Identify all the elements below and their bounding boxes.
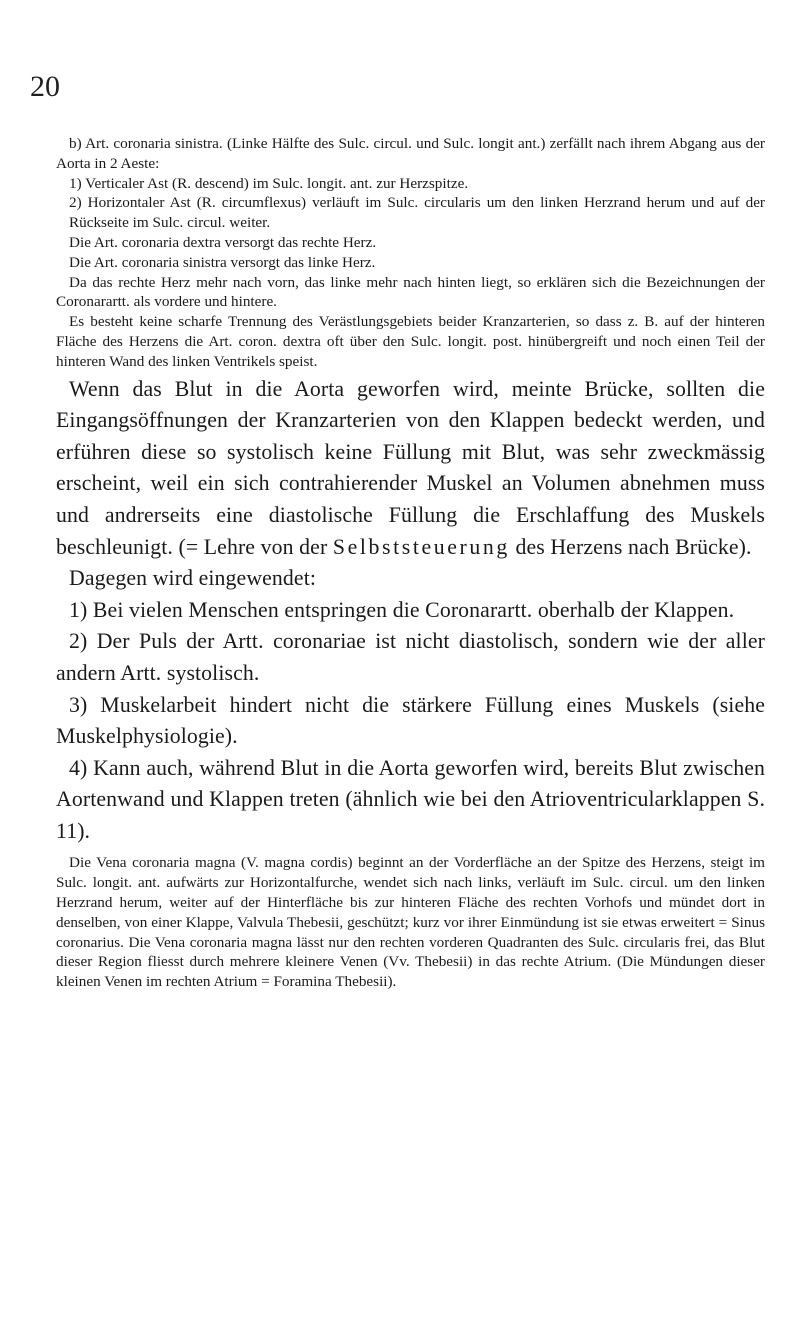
paragraph-trennung: Es besteht keine scharfe Trennung des Verästlungsgebiets beider Kranzarterien, so dass z. B. auf der hinteren Fläche des Herzens die Art. coron. dextra oft über den Sulc. longit. post. hinübergreift und noch einen Teil der hinteren Wand des linken Ventrikels speist.: [56, 313, 765, 370]
paragraph-bruecke-theorie: [56, 374, 765, 564]
paragraph-art-coronaria-sinistra: b) Art. coronaria sinistra. (Linke Hälfte des Sulc. circul. und Sulc. longit ant.) zerfällt nach ihrem Abgang aus der Aorta in 2 Aeste:: [56, 135, 765, 172]
page-number: 20: [30, 70, 60, 103]
list-item-einwand-1: 1) Bei vielen Menschen entspringen die Coronarartt. oberhalb der Klappen.: [69, 597, 735, 622]
paragraph-bezeichnungen: Da das rechte Herz mehr nach vorn, das linke mehr nach hinten liegt, so erklären sich die Bezeichnungen der Coronarartt. als vordere und hintere.: [56, 273, 765, 311]
bruecke-text-after: des Herzens nach Brücke).: [509, 534, 752, 559]
list-item-einwand-2: 2) Der Puls der Artt. coronariae ist nicht diastolisch, sondern wie der aller andern Artt. systolisch.: [56, 629, 765, 685]
page-body: [56, 134, 765, 992]
paragraph-dextra-versorgt: Die Art. coronaria dextra versorgt das rechte Herz.: [69, 233, 377, 251]
paragraph-einwand: Dagegen wird eingewendet:: [69, 566, 317, 591]
list-item-verticaler-ast: 1) Verticaler Ast (R. descend) im Sulc. longit. ant. zur Herzspitze.: [69, 174, 469, 192]
paragraph-sinistra-versorgt: Die Art. coronaria sinistra versorgt das linke Herz.: [69, 253, 376, 271]
paragraph-vena-coronaria-magna: Die Vena coronaria magna (V. magna cordis) beginnt an der Vorderfläche an der Spitze des Herzens, steigt im Sulc. longit. ant. aufwärts zur Horizontalfurche, wendet sich nach links, verläuft im Sulc. circul. um den linken Herzrand herum, weiter auf der Hinterfläche bis zur hinteren Fläche des rechten Vorhofs und mündet dort in denselben, von einer Klappe, Valvula Thebesii, geschützt; kurz vor ihrer Einmündung ist sie etwas erweitert = Sinus coronarius. Die Vena coronaria magna lässt nur den rechten vorderen Quadranten des Sulc. circularis frei, das Blut dieser Region fliesst durch mehrere kleinere Venen (Vv. Thebesii) in das rechte Atrium. (Die Mündungen dieser kleinen Venen im rechten Atrium = Foramina Thebesii).: [56, 854, 765, 991]
emphasis-selbststeuerung: Selbststeuerung: [332, 534, 510, 559]
list-item-einwand-4: 4) Kann auch, während Blut in die Aorta geworfen wird, bereits Blut zwischen Aortenwand und Klappen treten (ähnlich wie bei den Atrioventricularklappen S. 11).: [56, 755, 765, 843]
list-item-horizontaler-ast: 2) Horizontaler Ast (R. circumflexus) verläuft im Sulc. circularis um den linken Herzrand herum und auf der Rückseite im Sulc. circul. weiter.: [69, 194, 765, 232]
list-item-einwand-3: 3) Muskelarbeit hindert nicht die stärkere Füllung eines Muskels (siehe Muskelphysiologie).: [56, 692, 765, 749]
bruecke-text-before: Wenn das Blut in die Aorta geworfen wird, meinte Brücke, sollten die Eingangsöffnungen der Kranzarterien von den Klappen bedeckt werden, und erführen diese so systolisch keine Füllung mit Blut, was sehr zweckmässig erscheint, weil ein sich contrahierender Muskel an Volumen abnehmen muss und andrerseits eine diastolische Füllung die Erschlaffung des Muskels beschleunigt. (= Lehre von der: [56, 376, 765, 559]
